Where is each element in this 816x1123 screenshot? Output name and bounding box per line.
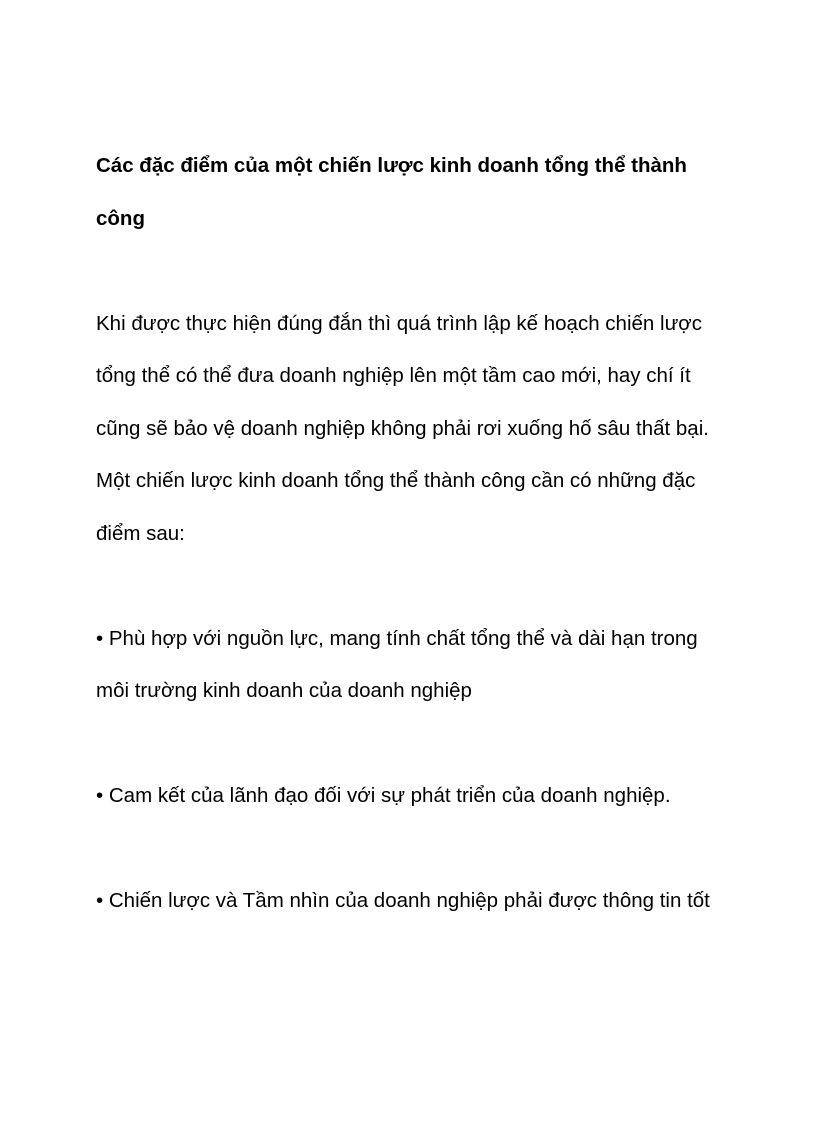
bullet-item-resources: • Phù hợp với nguồn lực, mang tính chất tổng thể và dài hạn trong môi trường kinh doanh của doanh nghiệp [96,626,698,702]
document-heading: Các đặc điểm của một chiến lược kinh doanh tổng thể thành công [96,154,687,230]
bullet-item-vision: • Chiến lược và Tầm nhìn của doanh nghiệp phải được thông tin tốt [96,889,710,912]
spacer [96,718,736,771]
spacer [96,823,736,876]
document-body [96,140,736,928]
bullet-item-commitment: • Cam kết của lãnh đạo đối với sự phát triển của doanh nghiệp. [96,784,671,807]
spacer [96,560,736,613]
intro-paragraph: Khi được thực hiện đúng đắn thì quá trình lập kế hoạch chiến lược tổng thể có thể đưa doanh nghiệp lên một tầm cao mới, hay chí ít cũng sẽ bảo vệ doanh nghiệp không phải rơi xuống hố sâu thất bại. Một chiến lược kinh doanh tổng thể thành công cần có những đặc điểm sau: [96,311,709,545]
spacer [96,245,736,298]
